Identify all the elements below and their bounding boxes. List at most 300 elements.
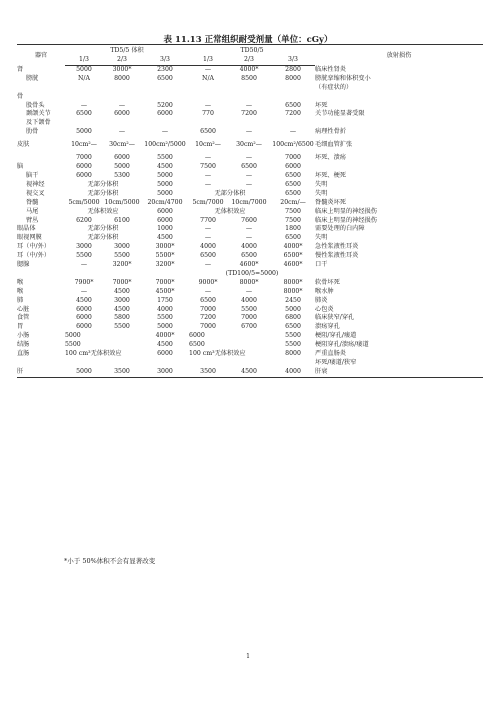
header-fraction: 3/3 bbox=[141, 56, 189, 65]
organ-cell bbox=[17, 270, 65, 279]
table-cell: 4500 bbox=[114, 305, 130, 313]
table-row bbox=[17, 65, 483, 74]
table-cell: 3000* bbox=[155, 243, 175, 251]
table-cell: — bbox=[245, 180, 253, 188]
table-cell bbox=[141, 93, 189, 102]
organ-cell: 小肠 bbox=[17, 332, 30, 340]
table-cell: 5000 bbox=[285, 305, 301, 313]
table-cell bbox=[227, 359, 271, 368]
endpoint-cell: 膀胱挛缩和体积变小 bbox=[315, 74, 371, 82]
table-cell: 2800 bbox=[285, 65, 301, 73]
table-cell: 4000 bbox=[157, 305, 173, 313]
table-cell bbox=[65, 84, 103, 93]
table-cell: 2300 bbox=[157, 65, 173, 73]
table-cell: 6000 bbox=[285, 163, 301, 171]
table-cell: — bbox=[245, 101, 253, 109]
footnote: *小于 50%体积不会有显著改变 bbox=[64, 557, 156, 565]
table-cell: 5300 bbox=[114, 171, 130, 179]
endpoint-cell: 梗阻穿孔/溃疡/瘘道 bbox=[315, 341, 369, 349]
table-cell: 4000* bbox=[239, 65, 259, 73]
table-cell bbox=[103, 84, 141, 93]
table-cell: 100cm²/5000 bbox=[144, 141, 186, 149]
table-cell: — bbox=[245, 154, 253, 162]
table-row bbox=[17, 217, 483, 226]
table-cell: 5500 bbox=[241, 305, 257, 313]
table-cell: 7000 bbox=[200, 305, 216, 313]
table-cell bbox=[271, 359, 315, 368]
table-cell: 6200 bbox=[76, 216, 92, 224]
table-cell: 7000* bbox=[155, 278, 175, 286]
table-cell: 无部分体积 bbox=[87, 225, 119, 233]
table-cell: 6500 bbox=[285, 234, 301, 242]
table-row bbox=[17, 84, 483, 93]
table-row bbox=[17, 288, 483, 297]
tolerance-dose-table bbox=[17, 44, 483, 378]
table-cell: 100cm²/6500 bbox=[272, 141, 314, 149]
organ-cell: 心脏 bbox=[17, 305, 30, 313]
table-cell: 7700 bbox=[200, 216, 216, 224]
table-row bbox=[17, 75, 483, 84]
organ-cell bbox=[17, 359, 65, 368]
endpoint-cell: 毛细血管扩张 bbox=[315, 141, 353, 149]
table-cell: 8000* bbox=[239, 278, 259, 286]
table-cell bbox=[141, 119, 189, 128]
note-cell: (TD100/5=5000) bbox=[225, 269, 279, 277]
table-cell: — bbox=[245, 171, 253, 179]
table-cell: 10cm²— bbox=[195, 141, 221, 149]
table-cell: 6000 bbox=[157, 207, 173, 215]
organ-cell: 肺 bbox=[17, 296, 24, 304]
table-cell bbox=[103, 93, 141, 102]
table-cell: 5500 bbox=[114, 323, 130, 331]
organ-cell: 皮肤 bbox=[17, 141, 30, 149]
table-cell bbox=[227, 93, 271, 102]
table-cell: N/A bbox=[78, 74, 90, 82]
table-cell: 6500 bbox=[200, 252, 216, 260]
table-cell bbox=[271, 119, 315, 128]
table-cell: 6500* bbox=[283, 252, 303, 260]
table-cell bbox=[65, 270, 189, 279]
table-cell: — bbox=[204, 225, 212, 233]
table-cell: 8000* bbox=[283, 278, 303, 286]
table-cell: — bbox=[161, 128, 169, 136]
table-cell: 4500 bbox=[114, 287, 130, 295]
table-cell: 6500 bbox=[200, 128, 216, 136]
table-cell: — bbox=[245, 287, 253, 295]
table-cell: 4500 bbox=[157, 341, 173, 349]
table-cell: 无部分体积 bbox=[214, 189, 246, 197]
endpoint-cell: 临床性肾炎 bbox=[315, 65, 346, 73]
table-cell: — bbox=[204, 180, 212, 188]
endpoint-cell: 需要处理的白内障 bbox=[315, 225, 365, 233]
table-row bbox=[17, 163, 483, 172]
table-row bbox=[17, 128, 483, 137]
endpoint-cell: 肺炎 bbox=[315, 296, 328, 304]
table-cell bbox=[271, 93, 315, 102]
organ-cell: 颞颌关节 bbox=[26, 110, 51, 118]
table-row bbox=[17, 172, 483, 181]
table-row bbox=[17, 93, 483, 102]
table-row bbox=[17, 368, 483, 377]
organ-cell: 腮腺 bbox=[17, 261, 30, 269]
endpoint-cell: 关节功能显著受限 bbox=[315, 110, 365, 118]
endpoint-cell: 坏死、溃疡 bbox=[315, 154, 346, 162]
table-cell: 5500 bbox=[157, 314, 173, 322]
table-cell: 7000 bbox=[241, 314, 257, 322]
organ-cell: 眼晶体 bbox=[17, 225, 36, 233]
organ-cell: 视神经 bbox=[26, 180, 45, 188]
table-cell bbox=[103, 359, 141, 368]
table-cell: 7600 bbox=[241, 216, 257, 224]
table-cell: 5500 bbox=[76, 252, 92, 260]
table-cell: 4500 bbox=[76, 296, 92, 304]
table-cell: 6500 bbox=[285, 171, 301, 179]
table-row bbox=[17, 314, 483, 323]
table-cell bbox=[227, 84, 271, 93]
table-cell: — bbox=[204, 234, 212, 242]
table-cell: 无体积效应 bbox=[87, 207, 119, 215]
endpoint-cell: 严重直肠炎 bbox=[315, 350, 346, 358]
table-cell: 5000 bbox=[157, 323, 173, 331]
endpoint-cell: 软骨坏死 bbox=[315, 278, 340, 286]
table-cell: 6500 bbox=[285, 101, 301, 109]
table-cell: 5500 bbox=[285, 341, 301, 349]
organ-cell: 脑 bbox=[17, 163, 24, 171]
table-cell: 6500 bbox=[76, 110, 92, 118]
table-row bbox=[17, 306, 483, 315]
table-cell: 无体积效应 bbox=[214, 207, 246, 215]
table-cell: 7200 bbox=[200, 314, 216, 322]
table-cell: 6500 bbox=[285, 180, 301, 188]
header-td50: TD50/5 bbox=[189, 45, 315, 57]
table-cell: 4000* bbox=[155, 332, 175, 340]
table-row bbox=[17, 359, 483, 368]
table-cell: 7000 bbox=[285, 154, 301, 162]
endpoint-cell: 肝衰 bbox=[315, 368, 483, 377]
header-endpoint: 放射损伤 bbox=[315, 45, 483, 66]
organ-cell: 喉 bbox=[17, 278, 24, 286]
table-cell: 9000* bbox=[198, 278, 218, 286]
organ-cell bbox=[17, 154, 65, 163]
table-cell: 4000 bbox=[271, 368, 315, 377]
organ-cell bbox=[17, 84, 65, 93]
header-organ: 器官 bbox=[17, 45, 65, 66]
table-cell: 20cm/— bbox=[280, 198, 306, 206]
table-cell: 3500 bbox=[189, 368, 227, 377]
table-cell: 5500* bbox=[155, 252, 175, 260]
table-cell: 4500* bbox=[155, 287, 175, 295]
table-cell: 4000* bbox=[283, 243, 303, 251]
table-row bbox=[17, 154, 483, 163]
table-cell: 4000 bbox=[241, 243, 257, 251]
table-cell: 6000 bbox=[157, 350, 173, 358]
header-fraction: 1/3 bbox=[65, 56, 103, 65]
table-cell: 4500 bbox=[157, 163, 173, 171]
table-cell: 4600* bbox=[283, 261, 303, 269]
table-cell: 10cm/5000 bbox=[104, 198, 140, 206]
header-td5: TD5/5 体积 bbox=[65, 45, 189, 57]
table-row bbox=[17, 279, 483, 288]
table-cell: 3500 bbox=[103, 368, 141, 377]
table-cell bbox=[65, 93, 103, 102]
table-cell bbox=[189, 119, 227, 128]
endpoint-cell: 溃疡穿孔 bbox=[315, 323, 340, 331]
table-cell: 5000 bbox=[157, 189, 173, 197]
header-fraction: 2/3 bbox=[103, 56, 141, 65]
table-cell: 7500 bbox=[285, 216, 301, 224]
organ-cell: 及下颌骨 bbox=[26, 119, 51, 127]
table-cell: 4500 bbox=[157, 234, 173, 242]
table-cell: — bbox=[204, 65, 212, 73]
header-fraction: 1/3 bbox=[189, 56, 227, 65]
table-cell: 5000 bbox=[157, 180, 173, 188]
table-cell: 4600* bbox=[239, 261, 259, 269]
endpoint-cell bbox=[315, 93, 483, 102]
endpoint-cell: 心包炎 bbox=[315, 305, 334, 313]
table-cell: — bbox=[245, 234, 253, 242]
table-cell: 无部分体积 bbox=[87, 234, 119, 242]
table-cell: — bbox=[118, 128, 126, 136]
table-cell: 6000 bbox=[189, 332, 205, 340]
organ-cell: 肾 bbox=[17, 65, 24, 73]
table-cell: 7500 bbox=[285, 207, 301, 215]
table-cell: 5500 bbox=[65, 341, 81, 349]
table-cell: 770 bbox=[202, 110, 214, 118]
table-cell: 5000 bbox=[114, 163, 130, 171]
table-cell: 8000* bbox=[283, 287, 303, 295]
table-row bbox=[17, 181, 483, 190]
organ-cell: 马尾 bbox=[26, 207, 39, 215]
endpoint-cell: 脊髓炎坏死 bbox=[315, 198, 346, 206]
table-cell: 100 cm³无体积效应 bbox=[65, 350, 122, 358]
organ-cell: 直肠 bbox=[17, 350, 30, 358]
table-cell: 8500 bbox=[241, 74, 257, 82]
table-cell: 5cm/7000 bbox=[192, 198, 224, 206]
organ-cell: 肝 bbox=[17, 368, 65, 377]
table-cell: — bbox=[80, 101, 88, 109]
table-cell: 7500 bbox=[200, 163, 216, 171]
organ-cell: 股骨头 bbox=[26, 101, 45, 109]
table-cell: 5000 bbox=[157, 171, 173, 179]
table-row bbox=[17, 297, 483, 306]
table-row bbox=[17, 341, 483, 350]
organ-cell: 脊髓 bbox=[26, 198, 39, 206]
table-cell: 6000 bbox=[76, 314, 92, 322]
table-row bbox=[17, 323, 483, 332]
table-cell: 6500 bbox=[241, 252, 257, 260]
organ-cell: 耳（中/外） bbox=[17, 243, 51, 251]
table-cell: 1800 bbox=[285, 225, 301, 233]
table-cell: 6100 bbox=[114, 216, 130, 224]
table-cell: — bbox=[204, 287, 212, 295]
header-fraction: 2/3 bbox=[227, 56, 271, 65]
organ-cell: 耳（中/外） bbox=[17, 252, 51, 260]
endpoint-cell: 临床上明显的神经损伤 bbox=[315, 207, 377, 215]
table-row bbox=[17, 270, 483, 279]
table-cell: 8000 bbox=[285, 350, 301, 358]
endpoint-cell bbox=[315, 163, 483, 172]
organ-cell: 视交叉 bbox=[26, 189, 45, 197]
table-cell: 4000 bbox=[241, 296, 257, 304]
table-cell bbox=[271, 84, 315, 93]
organ-cell: 眼视网膜 bbox=[17, 234, 42, 242]
table-cell: 6500 bbox=[285, 189, 301, 197]
endpoint-cell: 临床狭窄/穿孔 bbox=[315, 314, 355, 322]
table-cell: 8000 bbox=[285, 74, 301, 82]
table-cell: 6000 bbox=[114, 110, 130, 118]
table-cell: 6000 bbox=[157, 216, 173, 224]
table-cell: — bbox=[80, 261, 88, 269]
table-cell: 5000 bbox=[76, 128, 92, 136]
table-cell: 8000 bbox=[114, 74, 130, 82]
organ-cell: 脑干 bbox=[26, 171, 39, 179]
table-cell: — bbox=[204, 171, 212, 179]
table-cell bbox=[65, 359, 103, 368]
endpoint-cell: 失明 bbox=[315, 180, 328, 188]
table-row bbox=[17, 225, 483, 234]
table-row bbox=[17, 252, 483, 261]
endpoint-cell: 喉水肿 bbox=[315, 287, 334, 295]
table-cell: 20cm/4700 bbox=[147, 198, 183, 206]
table-row bbox=[17, 332, 483, 341]
table-cell: 3000* bbox=[112, 65, 132, 73]
organ-cell: 臂丛 bbox=[26, 216, 39, 224]
organ-cell: 结肠 bbox=[17, 341, 30, 349]
table-cell: 3000 bbox=[114, 243, 130, 251]
table-cell bbox=[189, 93, 227, 102]
table-cell: 10cm/7000 bbox=[231, 198, 267, 206]
table-cell bbox=[141, 359, 189, 368]
table-cell: 6500 bbox=[200, 296, 216, 304]
table-cell: 5500 bbox=[114, 252, 130, 260]
table-row bbox=[17, 119, 483, 128]
table-row bbox=[17, 208, 483, 217]
organ-cell: 胃 bbox=[17, 323, 24, 331]
page-title: 表 11.13 正常组织耐受剂量（单位：cGy） bbox=[163, 35, 333, 45]
endpoint-cell bbox=[315, 119, 483, 128]
table-cell: 3200* bbox=[112, 261, 132, 269]
table-cell: 5200 bbox=[157, 101, 173, 109]
table-cell: 5800 bbox=[114, 314, 130, 322]
table-cell: 30cm²— bbox=[109, 141, 135, 149]
table-cell: 5000 bbox=[65, 368, 103, 377]
table-cell: 4500 bbox=[227, 368, 271, 377]
table-cell bbox=[141, 84, 189, 93]
table-cell: 6000 bbox=[76, 323, 92, 331]
table-cell: 6500 bbox=[241, 163, 257, 171]
table-row bbox=[17, 243, 483, 252]
organ-cell: 食管 bbox=[17, 314, 30, 322]
table-cell: 6500 bbox=[157, 74, 173, 82]
table-cell: — bbox=[80, 287, 88, 295]
endpoint-cell: 梗阻/穿孔/瘘道 bbox=[315, 332, 357, 340]
table-cell: 3200* bbox=[155, 261, 175, 269]
table-cell bbox=[103, 119, 141, 128]
endpoint-cell: 临床上明显的神经损伤 bbox=[315, 216, 377, 224]
endpoint-cell: 坏死、梗死 bbox=[315, 171, 346, 179]
table-cell bbox=[189, 84, 227, 93]
table-cell: 7200 bbox=[285, 110, 301, 118]
endpoint-cell: 急性浆液性耳炎 bbox=[315, 243, 359, 251]
endpoint-cell: 失明 bbox=[315, 234, 328, 242]
table-cell: — bbox=[204, 261, 212, 269]
table-cell: — bbox=[204, 101, 212, 109]
table-cell: — bbox=[204, 154, 212, 162]
endpoint-cell: （有症状的） bbox=[315, 83, 353, 91]
table-cell: 3000 bbox=[141, 368, 189, 377]
table-cell: 7200 bbox=[241, 110, 257, 118]
table-cell: 2450 bbox=[285, 296, 301, 304]
table-row bbox=[17, 234, 483, 243]
table-cell: — bbox=[245, 225, 253, 233]
table-cell: 5cm/5000 bbox=[68, 198, 100, 206]
table-cell: 6500 bbox=[285, 323, 301, 331]
endpoint-cell: 病理性骨折 bbox=[315, 128, 346, 136]
table-cell bbox=[189, 359, 227, 368]
table-row bbox=[17, 261, 483, 270]
table-cell: 1750 bbox=[157, 296, 173, 304]
table-cell: 100 cm³无体积效应 bbox=[189, 350, 246, 358]
table-cell: 6000 bbox=[76, 305, 92, 313]
table-cell: 6800 bbox=[285, 314, 301, 322]
table-cell: 6000 bbox=[157, 110, 173, 118]
table-cell bbox=[227, 119, 271, 128]
table-cell: 5500 bbox=[285, 332, 301, 340]
table-cell: 6000 bbox=[76, 163, 92, 171]
organ-cell: 肋骨 bbox=[26, 128, 39, 136]
table-cell: 6000 bbox=[76, 171, 92, 179]
endpoint-cell: 失明 bbox=[315, 189, 328, 197]
table-cell: N/A bbox=[202, 74, 214, 82]
organ-cell: 骨 bbox=[17, 92, 24, 100]
header-fraction: 3/3 bbox=[271, 56, 315, 65]
table-cell: 3000 bbox=[76, 243, 92, 251]
table-cell: 6700 bbox=[241, 323, 257, 331]
table-cell: — bbox=[289, 128, 297, 136]
table-cell: 1000 bbox=[157, 225, 173, 233]
table-cell: 5000 bbox=[76, 65, 92, 73]
table-row bbox=[17, 350, 483, 359]
table-body bbox=[17, 65, 483, 377]
endpoint-cell: 慢性浆液性耳炎 bbox=[315, 252, 359, 260]
organ-cell: 膀胱 bbox=[26, 74, 39, 82]
table-cell: 30cm²— bbox=[236, 141, 262, 149]
table-cell: 3000 bbox=[114, 296, 130, 304]
endpoint-cell: 坏死 bbox=[315, 101, 328, 109]
table-cell: 4000 bbox=[200, 243, 216, 251]
endpoint-cell: 口干 bbox=[315, 261, 328, 269]
page-number: 1 bbox=[246, 653, 250, 660]
organ-cell: 喉 bbox=[17, 287, 24, 295]
table-cell: 7000* bbox=[112, 278, 132, 286]
table-cell: — bbox=[118, 101, 126, 109]
table-row bbox=[17, 137, 483, 154]
endpoint-cell bbox=[315, 270, 483, 279]
table-cell: 6500 bbox=[189, 341, 205, 349]
table-cell: 7000 bbox=[76, 154, 92, 162]
table-cell: 7900* bbox=[74, 278, 94, 286]
table-cell: 无部分体积 bbox=[87, 180, 119, 188]
table-cell: — bbox=[245, 128, 253, 136]
endpoint-cell: 坏死/瘘道/狭窄 bbox=[315, 359, 357, 366]
table-cell: 5000 bbox=[65, 332, 81, 340]
table-cell: 7000 bbox=[200, 323, 216, 331]
table-row bbox=[17, 110, 483, 119]
table-row bbox=[17, 102, 483, 111]
table-cell: 6000 bbox=[114, 154, 130, 162]
table-row bbox=[17, 190, 483, 199]
table-cell: 无部分体积 bbox=[87, 189, 119, 197]
